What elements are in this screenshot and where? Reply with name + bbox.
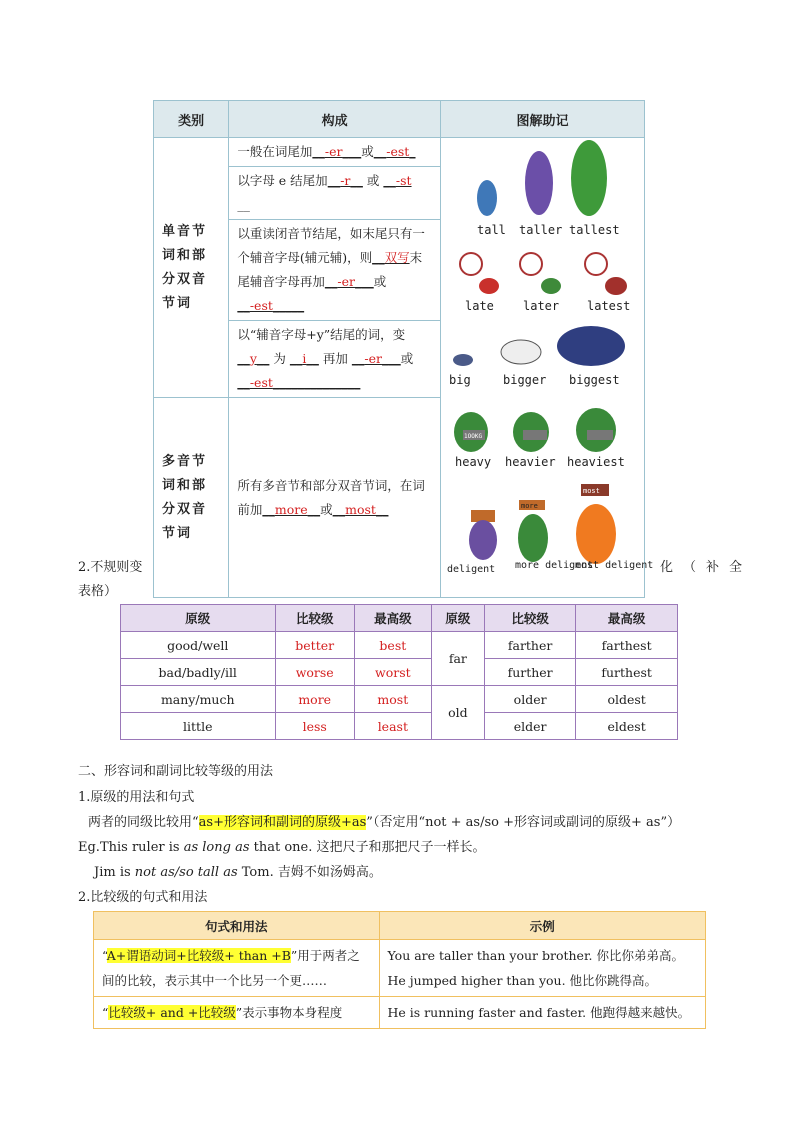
weight-icon (523, 430, 547, 440)
pattern-than: “A+谓语动词+比较级+ than +B”用于两者之间的比较，表示其中一个比另一个更…… (94, 940, 380, 997)
col-positive: 原级 (121, 605, 276, 632)
header-illustration: 图解助记 (440, 101, 644, 138)
label-later: later (522, 299, 560, 313)
example-1: Eg.This ruler is as long as that one. 这把尺子和那把尺子一样长。 (78, 840, 486, 855)
blob-most-diligent (576, 504, 616, 564)
positive-rule: 两者的同级比较用“as+形容词和副词的原级+as”（否定用“not + as/so +形容词或副词的原级+ as”） (88, 815, 681, 830)
table-row: little less least elder eldest (121, 713, 678, 740)
header-formation: 构成 (229, 101, 441, 138)
label-big: big (448, 373, 471, 387)
clock-icon (460, 253, 482, 275)
rule-y-ending: 以“辅音字母+y”结尾的词，变 __y__ 为 __i__ 再加 __-er___或 __-est______________ (229, 321, 441, 398)
label-late: late (464, 299, 494, 313)
blob-tall (477, 180, 497, 216)
col-superlative: 最高级 (354, 605, 431, 632)
pattern-and: “比较级+ and +比较级”表示事物本身程度 (94, 997, 380, 1029)
rule-general: 一般在词尾加__-er___或__-est_ (229, 138, 441, 167)
label-heavy: heavy (454, 455, 492, 469)
table-row: bad/badly/ill worse worst further furthest (121, 659, 678, 686)
header-example: 示例 (379, 912, 705, 940)
mouse-icon (453, 354, 473, 366)
rule-e-ending: 以字母 e 结尾加__-r__ 或 __-st __ (229, 167, 441, 220)
table-row (94, 997, 706, 1029)
label-taller: taller (518, 223, 563, 237)
rule-more-most: 所有多音节和部分双音节词，在词前加__more__或__most__ (229, 398, 441, 598)
old-cell: old (431, 686, 484, 740)
col-comparative: 比较级 (275, 605, 354, 632)
example-2: Jim is not as/so tall as Tom. 吉姆不如汤姆高。 (94, 865, 382, 880)
comparative-table (93, 911, 706, 1029)
header-pattern: 句式和用法 (94, 912, 380, 940)
clock-icon (585, 253, 607, 275)
label-tallest: tallest (568, 223, 620, 237)
label-heaviest: heaviest (566, 455, 625, 469)
label-biggest: biggest (568, 373, 620, 387)
category-single: 单音节词和部分双音节词 (154, 138, 229, 398)
table-row: good/well better best far farther farthest (121, 632, 678, 659)
tag-more: more (520, 502, 538, 510)
tag-most: most (582, 487, 600, 495)
label-latest: latest (586, 299, 631, 313)
heading-irregular: 2.不规则变 (78, 560, 143, 575)
label-more-diligent: more deligent (514, 560, 594, 571)
category-multi: 多音节词和部分双音节词 (154, 398, 229, 598)
label-tall: tall (476, 223, 506, 237)
example-than: You are taller than your brother. 你比你弟弟高。 He jumped higher than you. 他比你跳得高。 (379, 940, 705, 997)
heading-irregular-tail: 表格） (78, 584, 118, 599)
elephant-icon (557, 326, 625, 366)
clock-icon (520, 253, 542, 275)
rule-double-consonant: 以重读闭音节结尾，如末尾只有一个辅音字母(辅元辅)，则__双写末尾辅音字母再加__-er___或 __-est_____ (229, 220, 441, 321)
table-row (94, 940, 706, 997)
comparison-illustration (441, 138, 654, 583)
section-title: 二、形容词和副词比较等级的用法 (78, 764, 274, 779)
example-and: He is running faster and faster. 他跑得越来越快。 (379, 997, 705, 1029)
subheading-comparative: 2.比较级的句式和用法 (78, 890, 208, 905)
runner-late (479, 278, 499, 294)
blob-taller (525, 151, 553, 215)
blob-tallest (571, 140, 607, 216)
blob-diligent (469, 520, 497, 560)
col-positive-2: 原级 (431, 605, 484, 632)
weight-label: 1OOKG (463, 433, 483, 440)
formation-table (153, 100, 654, 598)
subheading-positive: 1.原级的用法和句式 (78, 790, 195, 805)
sheep-icon (501, 340, 541, 364)
table-row: many/much more most old older oldest (121, 686, 678, 713)
heading-irregular-right: 化（补全 (660, 560, 753, 575)
runner-latest (605, 277, 627, 295)
col-comparative-2: 比较级 (484, 605, 575, 632)
weight-icon (587, 430, 613, 440)
irregular-table (120, 604, 678, 740)
col-superlative-2: 最高级 (576, 605, 678, 632)
header-category: 类别 (154, 101, 229, 138)
label-most-diligent: most deligent (574, 560, 654, 571)
label-diligent: deligent (446, 564, 496, 575)
blob-more-diligent (518, 514, 548, 562)
far-cell: far (431, 632, 484, 686)
label-bigger: bigger (502, 373, 547, 387)
runner-later (541, 278, 561, 294)
label-heavier: heavier (504, 455, 556, 469)
illustration-cell (440, 138, 654, 598)
